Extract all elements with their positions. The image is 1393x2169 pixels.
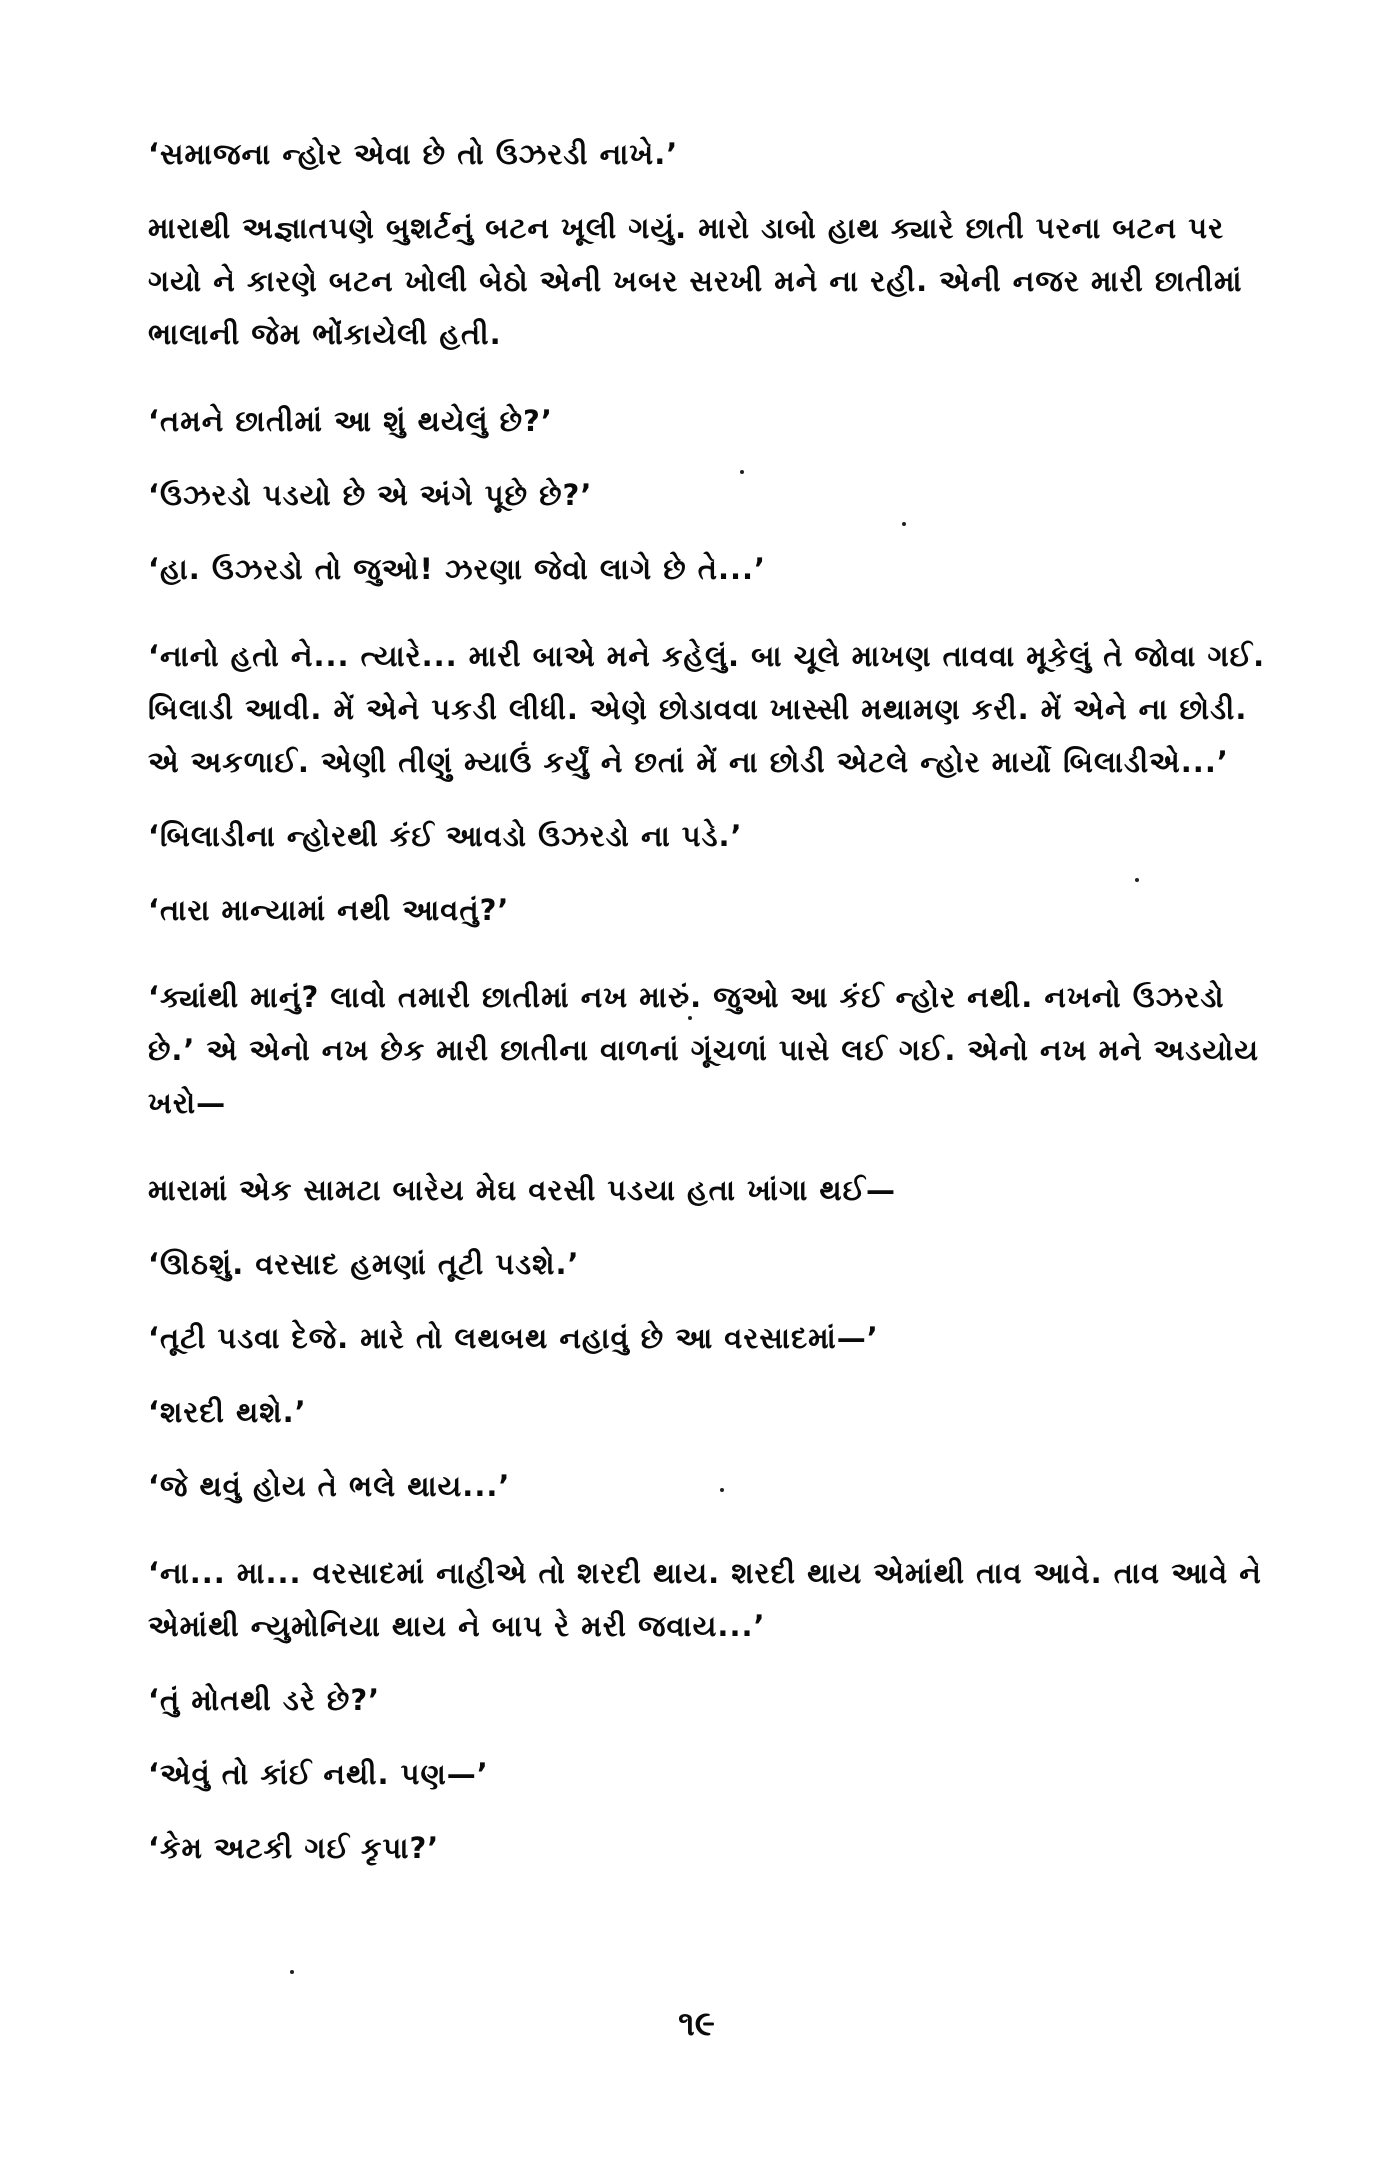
scan-speck [688, 1016, 692, 1020]
dialogue-line: ‘એવું તો કાંઈ નથી. પણ—’ [148, 1757, 489, 1791]
page-number: ૧૯ [678, 2004, 715, 2044]
dialogue-line: ‘તું મોતથી ડરે છે?’ [148, 1683, 381, 1717]
dialogue-paragraph: ‘ક્યાંથી માનું? લાવો તમારી છાતીમાં નખ મારું. જુઓ આ કંઈ ન્હોર નથી. નખનો ઉઝરડો છે.’ એ એનો નખ છેક મારી છાતીના વાળનાં ગૂંચળાં પાસે લઈ ગઈ. એનો નખ મને અડયોય ખરો— [148, 980, 1260, 1120]
scan-speck [1135, 878, 1139, 882]
scan-speck [902, 522, 906, 526]
narration-paragraph: મારાથી અજ્ઞાતપણે બુશર્ટનું બટન ખૂલી ગયું. મારો ડાબો હાથ ક્યારે છાતી પરના બટન પર ગયો ને કારણે બટન ખોલી બેઠો એની ખબર સરખી મને ના રહી. એની નજર મારી છાતીમાં ભાલાની જેમ ભોંકાયેલી હતી. [148, 211, 1243, 351]
dialogue-line: ‘બિલાડીના ન્હોરથી કંઈ આવડો ઉઝરડો ના પડે.’ [148, 819, 743, 853]
page-body-text [148, 128, 1278, 1875]
dialogue-line: ‘તમને છાતીમાં આ શું થયેલું છે?’ [148, 404, 553, 438]
dialogue-line: ‘સમાજના ન્હોર એવા છે તો ઉઝરડી નાખે.’ [148, 137, 679, 171]
dialogue-line: ‘તારા માન્યામાં નથી આવતું?’ [148, 893, 510, 927]
dialogue-line: ‘કેમ અટકી ગઈ કૃપા?’ [148, 1831, 440, 1865]
dialogue-line: ‘જે થવું હોય તે ભલે થાય...’ [148, 1469, 511, 1503]
dialogue-line: ‘તૂટી પડવા દેજે. મારે તો લથબથ નહાવું છે આ વરસાદમાં—’ [148, 1321, 879, 1355]
scan-speck [290, 1970, 294, 1974]
scan-speck [720, 1488, 724, 1492]
dialogue-paragraph: ‘નાનો હતો ને... ત્યારે... મારી બાએ મને કહેલું. બા ચૂલે માખણ તાવવા મૂકેલું તે જોવા ગઈ. બિલાડી આવી. મેં એને પકડી લીધી. એણે છોડાવવા ખાસ્સી મથામણ કરી. મેં એને ના છોડી. એ અકળાઈ. એણી તીણું મ્યાઉં કર્યું ને છતાં મેં ના છોડી એટલે ન્હોર માર્યો બિલાડીએ...’ [148, 639, 1266, 779]
dialogue-line: ‘હા. ઉઝરડો તો જુઓ! ઝરણા જેવો લાગે છે તે...’ [148, 552, 767, 586]
dialogue-line: ‘ઉઝરડો પડયો છે એ અંગે પૂછે છે?’ [148, 478, 593, 512]
dialogue-line: ‘ઊઠશું. વરસાદ હમણાં તૂટી પડશે.’ [148, 1247, 580, 1281]
dialogue-line: ‘શરદી થશે.’ [148, 1395, 307, 1429]
dialogue-paragraph: ‘ના... મા... વરસાદમાં નાહીએ તો શરદી થાય. શરદી થાય એમાંથી તાવ આવે. તાવ આવે ને એમાંથી ન્યુમોનિયા થાય ને બાપ રે મરી જવાય...’ [148, 1556, 1262, 1643]
scan-speck [740, 470, 744, 474]
narration-line: મારામાં એક સામટા બારેય મેઘ વરસી પડયા હતા ખાંગા થઈ— [148, 1173, 897, 1207]
